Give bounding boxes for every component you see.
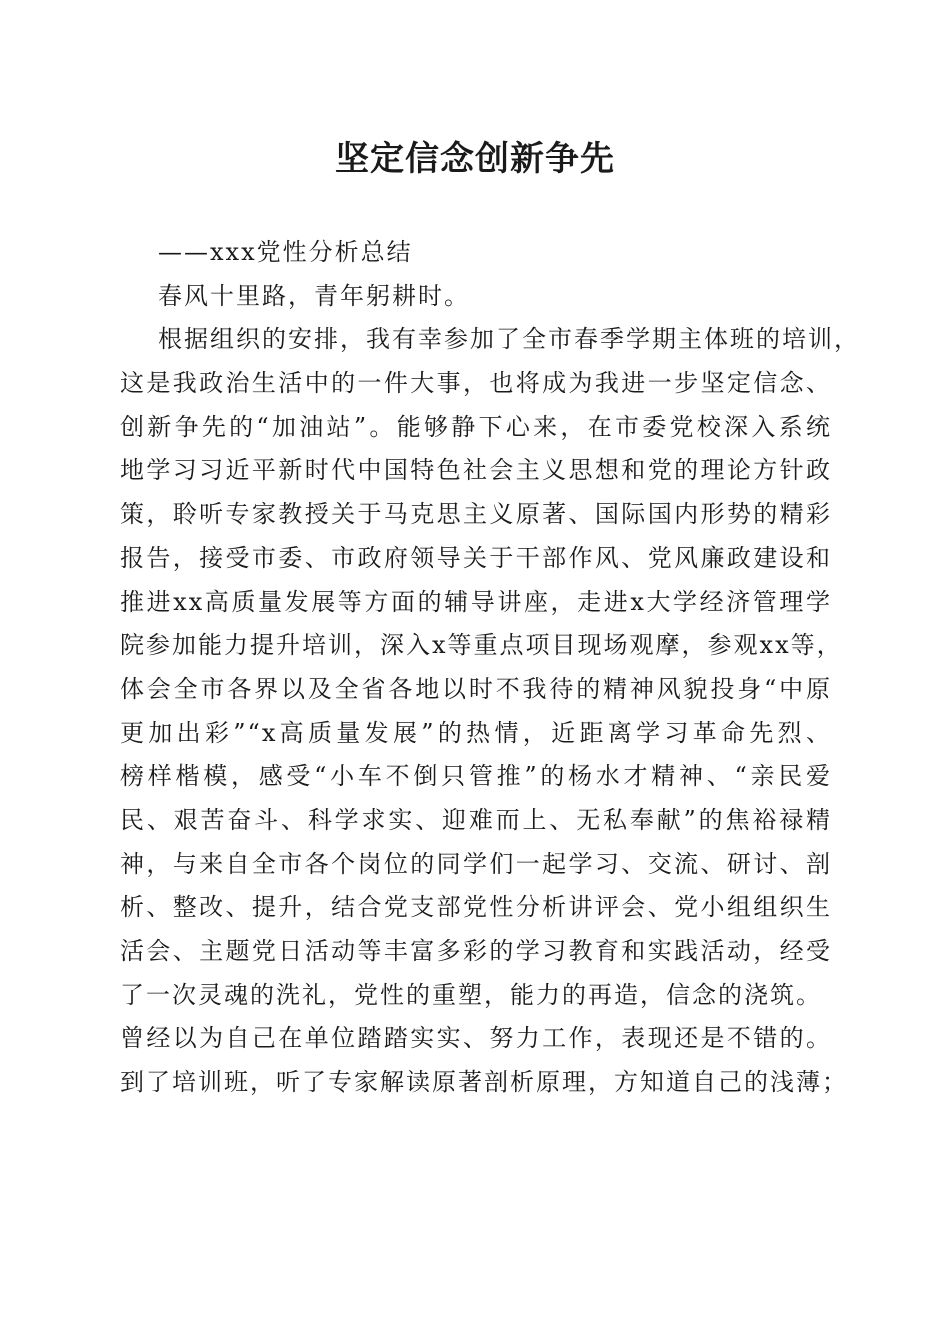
paragraph-line: 创新争先的“加油站”。能够静下心来，在市委党校深入系统 (120, 412, 832, 441)
paragraph-line: 院参加能力提升培训，深入x等重点项目现场观摩，参观xx等， (120, 631, 843, 660)
paragraph-line: 榜样楷模，感受“小车不倒只管推”的杨水才精神、“亲民爱 (120, 762, 832, 791)
paragraph-line: 活会、主题党日活动等丰富多彩的学习教育和实践活动，经受 (120, 937, 832, 965)
paragraph-line: 这是我政治生活中的一件大事，也将成为我进一步坚定信念、 (120, 369, 832, 398)
document-body (120, 231, 860, 1105)
paragraph-line: 策，聆听专家教授关于马克思主义原著、国际国内形势的精彩 (120, 500, 832, 529)
paragraph-line: 析、整改、提升，结合党支部党性分析讲评会、党小组组织生 (120, 893, 832, 922)
opening-line: 春风十里路，青年躬耕时。 (158, 281, 470, 310)
document-title: 坚定信念创新争先 (335, 139, 615, 179)
paragraph-line: 了一次灵魂的洗礼，党性的重塑，能力的再造，信念的浇筑。 (120, 980, 822, 1009)
subtitle: ——xxx党性分析总结 (158, 238, 413, 266)
paragraph-line: 更加出彩”“x高质量发展”的热情，近距离学习革命先烈、 (120, 718, 832, 747)
paragraph-line: 体会全市各界以及全省各地以时不我待的精神风貌投身“中原 (120, 674, 832, 703)
paragraph-line: 到了培训班，听了专家解读原著剖析原理，方知道自己的浅薄； (120, 1068, 848, 1097)
paragraph-line: 报告，接受市委、市政府领导关于干部作风、党风廉政建设和 (120, 543, 832, 572)
paragraph-line: 地学习习近平新时代中国特色社会主义思想和党的理论方针政 (120, 456, 832, 485)
paragraph-line: 推进xx高质量发展等方面的辅导讲座，走进x大学经济管理学 (120, 587, 832, 616)
paragraph-line: 神，与来自全市各个岗位的同学们一起学习、交流、研讨、剖 (120, 849, 832, 878)
paragraph-line: 曾经以为自己在单位踏踏实实、努力工作，表现还是不错的。 (120, 1024, 832, 1053)
paragraph-line: 民、艰苦奋斗、科学求实、迎难而上、无私奉献”的焦裕禄精 (120, 805, 832, 834)
paragraph-line: 根据组织的安排，我有幸参加了全市春季学期主体班的培训， (158, 325, 860, 354)
